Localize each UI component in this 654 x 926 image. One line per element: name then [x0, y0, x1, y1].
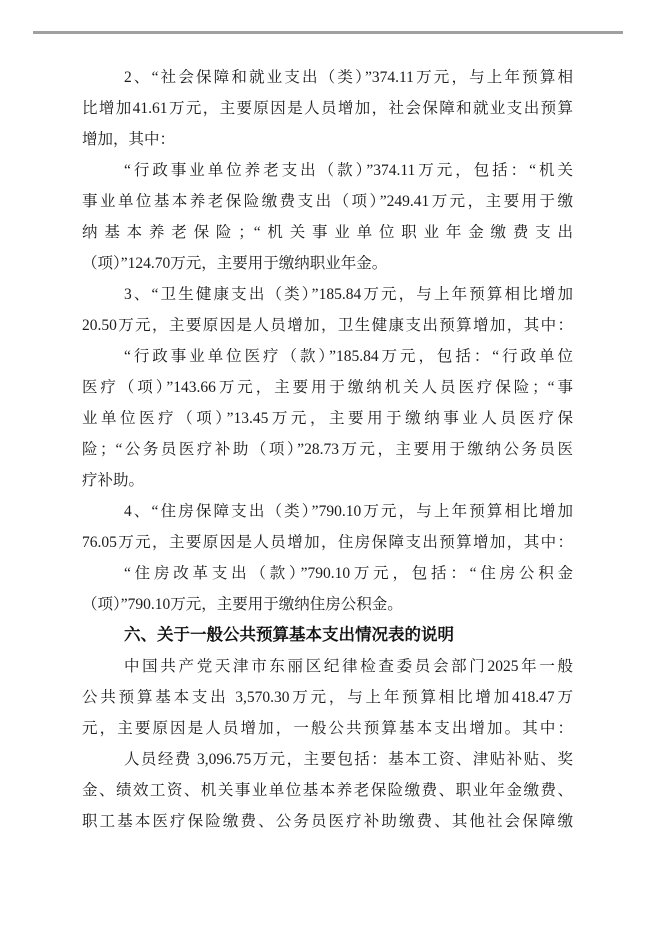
text-line: 增加，其中： — [82, 131, 176, 148]
section-heading: 六、关于一般公共预算基本支出情况表的说明 — [124, 626, 454, 644]
para-social-security-class — [82, 62, 573, 155]
text-line: 人员经费 3,096.75万元，主要包括：基本工资、津贴补贴、奖 — [124, 751, 573, 768]
para-medical-expense — [82, 341, 573, 496]
text-line: 事业单位基本养老保险缴费支出（项）”249.41万元，主要用于缴 — [82, 193, 573, 210]
text-line: （项）”124.70万元，主要用于缴纳职业年金。 — [82, 255, 388, 272]
text-line: 2、“社会保障和就业支出（类）”374.11万元，与上年预算相 — [124, 69, 573, 86]
para-housing-reform — [82, 558, 573, 620]
para-basic-expenditure-total — [82, 651, 573, 744]
text-line: 公共预算基本支出 3,570.30万元，与上年预算相比增加418.47万 — [82, 689, 573, 706]
text-line: 元，主要原因是人员增加，一般公共预算基本支出增加。其中： — [82, 720, 573, 737]
header-rule — [33, 31, 623, 34]
section-heading-basic-expenditure — [82, 620, 573, 651]
text-line: 3、“卫生健康支出（类）”185.84万元，与上年预算相比增加 — [124, 286, 573, 303]
para-health-class — [82, 279, 573, 341]
text-line: 比增加41.61万元，主要原因是人员增加，社会保障和就业支出预算 — [82, 100, 573, 117]
text-line: 纳基本养老保险；“机关事业单位职业年金缴费支出 — [82, 224, 573, 241]
text-line: （项）”790.10万元，主要用于缴纳住房公积金。 — [82, 596, 403, 613]
para-housing-class — [82, 496, 573, 558]
text-line: 76.05万元，主要原因是人员增加，住房保障支出预算增加，其中： — [82, 534, 573, 551]
text-line: 疗补助。 — [82, 472, 145, 489]
text-line: 险；“公务员医疗补助（项）”28.73万元，主要用于缴纳公务员医 — [82, 441, 573, 458]
text-line: 医疗（项）”143.66万元，主要用于缴纳机关人员医疗保险；“事 — [82, 379, 573, 396]
text-line: “行政事业单位医疗（款）”185.84万元，包括：“行政单位 — [124, 348, 573, 365]
text-line: “行政事业单位养老支出（款）”374.11万元，包括：“机关 — [124, 162, 573, 179]
text-line: 中国共产党天津市东丽区纪律检查委员会部门2025年一般 — [124, 658, 573, 675]
text-line: 4、“住房保障支出（类）”790.10万元，与上年预算相比增加 — [124, 503, 573, 520]
text-line: 20.50万元，主要原因是人员增加，卫生健康支出预算增加，其中： — [82, 317, 573, 334]
text-line: “住房改革支出（款）”790.10万元，包括：“住房公积金 — [124, 565, 573, 582]
text-block — [82, 62, 573, 837]
para-personnel-funds — [82, 744, 573, 837]
para-pension-expense — [82, 155, 573, 279]
text-line: 业单位医疗（项）”13.45万元，主要用于缴纳事业人员医疗保 — [82, 410, 573, 427]
text-line: 职工基本医疗保险缴费、公务员医疗补助缴费、其他社会保障缴 — [82, 813, 573, 830]
text-line: 金、绩效工资、机关事业单位基本养老保险缴费、职业年金缴费、 — [82, 782, 573, 799]
